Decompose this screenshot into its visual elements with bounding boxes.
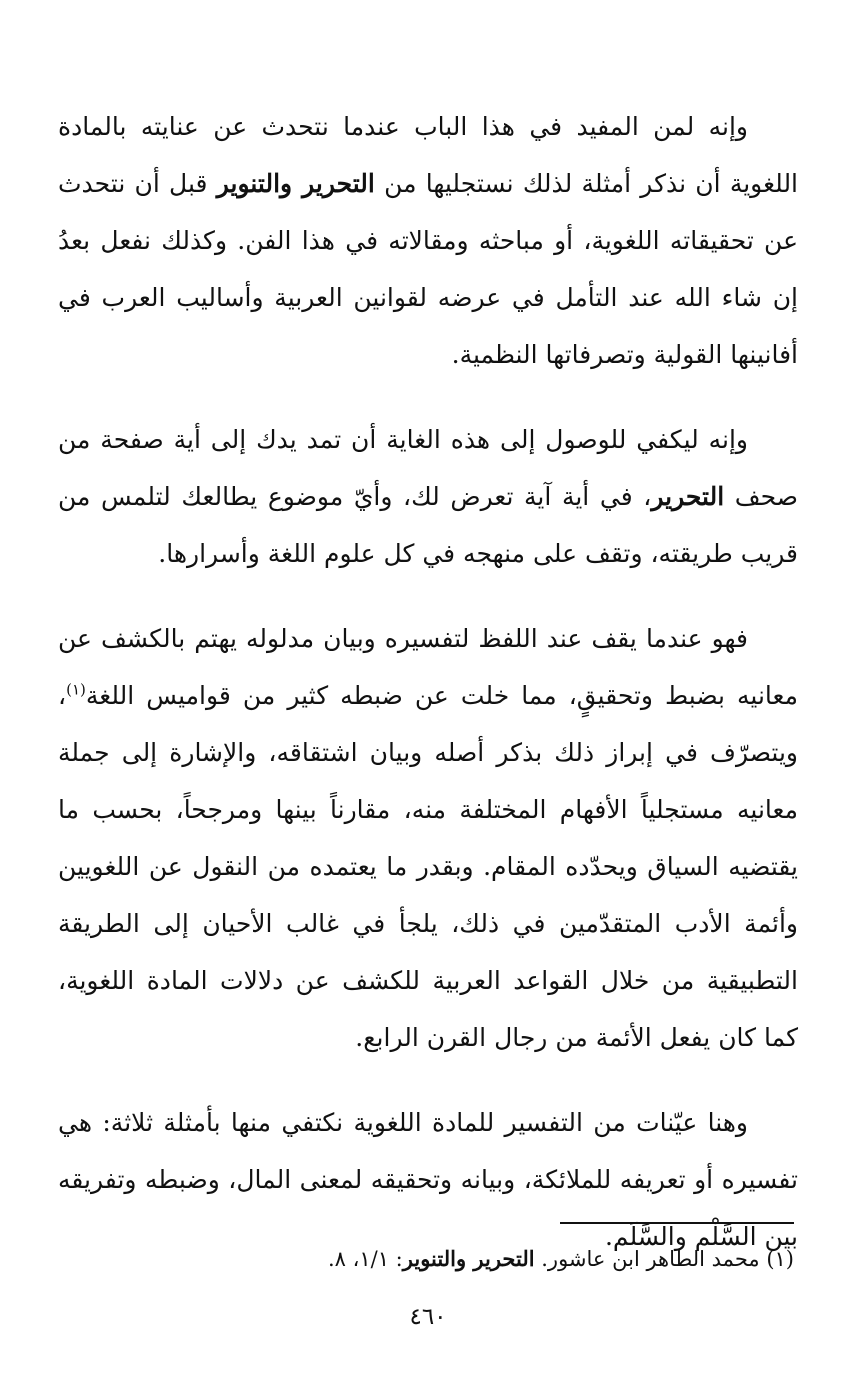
main-text: [58, 98, 798, 1293]
paragraph-text: قبل أن نتحدث عن تحقيقاته اللغوية، أو مباحثه ومقالاته في هذا الفن. وكذلك نفعل بعدُ إن شاء الله عند التأمل في عرضه لقوانين العربية وأساليب العرب في أفانينها القولية وتصرفاتها النظمية.: [58, 169, 798, 369]
footnote-marker: (١): [766, 1247, 794, 1271]
footnote-reference[interactable]: (١): [66, 680, 86, 699]
page-number: ٤٦٠: [409, 1304, 447, 1330]
footnote-author: محمد الطاهر ابن عاشور.: [541, 1247, 760, 1271]
paragraph-text: ، في أية آية تعرض لك، وأيّ موضوع يطالعك لتلمس من قريب طريقته، وتقف على منهجه في كل علوم اللغة وأسرارها.: [58, 482, 798, 568]
book-title-bold: التحرير: [651, 482, 725, 511]
footnote-book-title: التحرير والتنوير: [402, 1246, 535, 1271]
book-title-bold: التحرير والتنوير: [216, 169, 375, 198]
paragraph-1: [58, 98, 798, 383]
paragraph-4: [58, 1094, 798, 1265]
footnote: [60, 1242, 794, 1276]
paragraph-text: ، ويتصرّف في إبراز ذلك بذكر أصله وبيان اشتقاقه، والإشارة إلى جملة معانيه مستجلياً الأفهام المختلفة منه، مقارناً بينها ومرجحاً، بحسب ما يقتضيه السياق ويحدّده المقام. وبقدر ما يعتمده من النقول عن اللغويين وأئمة الأدب المتقدّمين في ذلك، يلجأ في غالب الأحيان إلى الطريقة التطبيقية من خلال القواعد العربية للكشف عن دلالات المادة اللغوية، كما كان يفعل الأئمة من رجال القرن الرابع.: [58, 681, 798, 1052]
footnote-reference-pages: : ١/١، ٨.: [327, 1247, 403, 1271]
paragraph-text: فهو عندما يقف عند اللفظ لتفسيره وبيان مدلوله يهتم بالكشف عن معانيه بضبط وتحقيقٍ، مما خلت عن ضبطه كثير من قواميس اللغة: [58, 624, 798, 710]
footnote-divider: [560, 1222, 794, 1224]
paragraph-text: وإنه لمن المفيد في هذا الباب عندما نتحدث عن عنايته بالمادة اللغوية أن نذكر أمثلة لذلك نستجليها من: [58, 112, 799, 198]
paragraph-3: [58, 610, 798, 1066]
paragraph-2: [58, 411, 798, 582]
paragraph-text: وإنه ليكفي للوصول إلى هذه الغاية أن تمد يدك إلى أية صفحة من صحف: [58, 425, 798, 511]
paragraph-text: وهنا عيّنات من التفسير للمادة اللغوية نكتفي منها بأمثلة ثلاثة: هي تفسيره أو تعريفه للملائكة، وبيانه وتحقيقه لمعنى المال، وضبطه وتفريقه بين السَّلْم والسَّلَم.: [58, 1108, 798, 1251]
